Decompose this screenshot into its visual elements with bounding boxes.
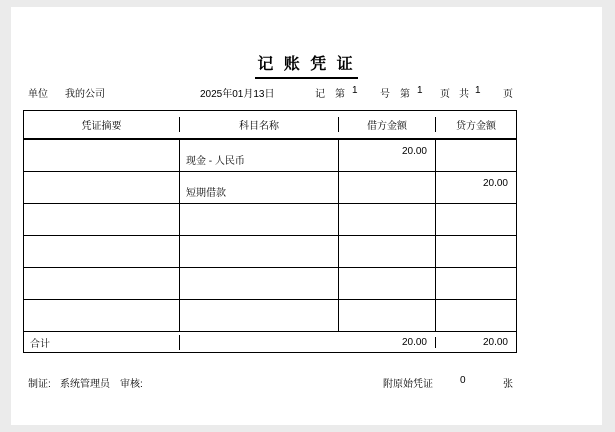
unit-name: 我的公司 xyxy=(65,89,105,100)
page-no-prefix: 第 xyxy=(400,89,410,100)
audit-label: 审核: xyxy=(120,379,143,390)
voucher-footer-line xyxy=(11,375,602,389)
total-credit: 20.00 xyxy=(482,336,508,348)
cell-debit xyxy=(339,268,436,299)
voucher-title-wrap xyxy=(11,51,602,79)
table-row xyxy=(24,140,516,172)
cell-account: 现金 - 人民币 xyxy=(180,140,339,171)
voucher-no-suffix: 号 xyxy=(380,89,390,100)
table-row xyxy=(24,268,516,300)
page-word: 页 xyxy=(440,89,450,100)
total-debit: 20.00 xyxy=(339,337,436,348)
attachment-unit: 张 xyxy=(503,379,513,390)
col-header-credit: 贷方金额 xyxy=(456,121,496,132)
cell-debit xyxy=(339,204,436,235)
voucher-word: 记 xyxy=(315,89,325,100)
total-label: 合计 xyxy=(24,335,180,350)
voucher-page xyxy=(11,7,602,425)
total-pages-prefix: 共 xyxy=(459,89,469,100)
prepared-by: 系统管理员 xyxy=(60,379,110,390)
col-header-summary: 凭证摘要 xyxy=(24,117,180,132)
cell-credit xyxy=(436,268,516,299)
cell-debit xyxy=(339,172,436,203)
attachment-count: 0 xyxy=(460,375,466,386)
cell-summary xyxy=(24,236,180,267)
table-row xyxy=(24,204,516,236)
cell-credit xyxy=(436,204,516,235)
table-header-row xyxy=(24,111,516,140)
voucher-table xyxy=(23,110,517,353)
cell-credit xyxy=(436,236,516,267)
voucher-info-line xyxy=(11,85,602,99)
cell-account: 短期借款 xyxy=(180,172,339,203)
total-pages: 1 xyxy=(475,85,481,96)
cell-credit: 20.00 xyxy=(482,178,508,189)
cell-account xyxy=(180,236,339,267)
cell-summary xyxy=(24,140,180,171)
cell-summary xyxy=(24,204,180,235)
col-header-debit: 借方金额 xyxy=(339,117,436,132)
voucher-title: 记 账 凭 证 xyxy=(255,51,357,79)
cell-account xyxy=(180,300,339,331)
prepared-label: 制证: xyxy=(28,379,51,390)
cell-debit xyxy=(339,300,436,331)
cell-debit xyxy=(339,236,436,267)
voucher-no: 1 xyxy=(352,85,358,96)
cell-account xyxy=(180,204,339,235)
cell-debit: 20.00 xyxy=(339,140,436,171)
page-no: 1 xyxy=(417,85,423,96)
table-total-row xyxy=(24,332,516,352)
attachment-label: 附原始凭证 xyxy=(383,379,433,390)
cell-summary xyxy=(24,268,180,299)
table-row xyxy=(24,172,516,204)
col-header-account: 科目名称 xyxy=(180,117,339,132)
cell-summary xyxy=(24,300,180,331)
cell-credit xyxy=(436,140,516,171)
cell-account xyxy=(180,268,339,299)
table-row xyxy=(24,300,516,332)
voucher-date: 2025年01月13日 xyxy=(200,89,275,100)
cell-credit xyxy=(436,300,516,331)
table-row xyxy=(24,236,516,268)
total-pages-suffix: 页 xyxy=(503,89,513,100)
cell-summary xyxy=(24,172,180,203)
voucher-no-prefix: 第 xyxy=(335,89,345,100)
unit-label: 单位 xyxy=(28,89,48,100)
